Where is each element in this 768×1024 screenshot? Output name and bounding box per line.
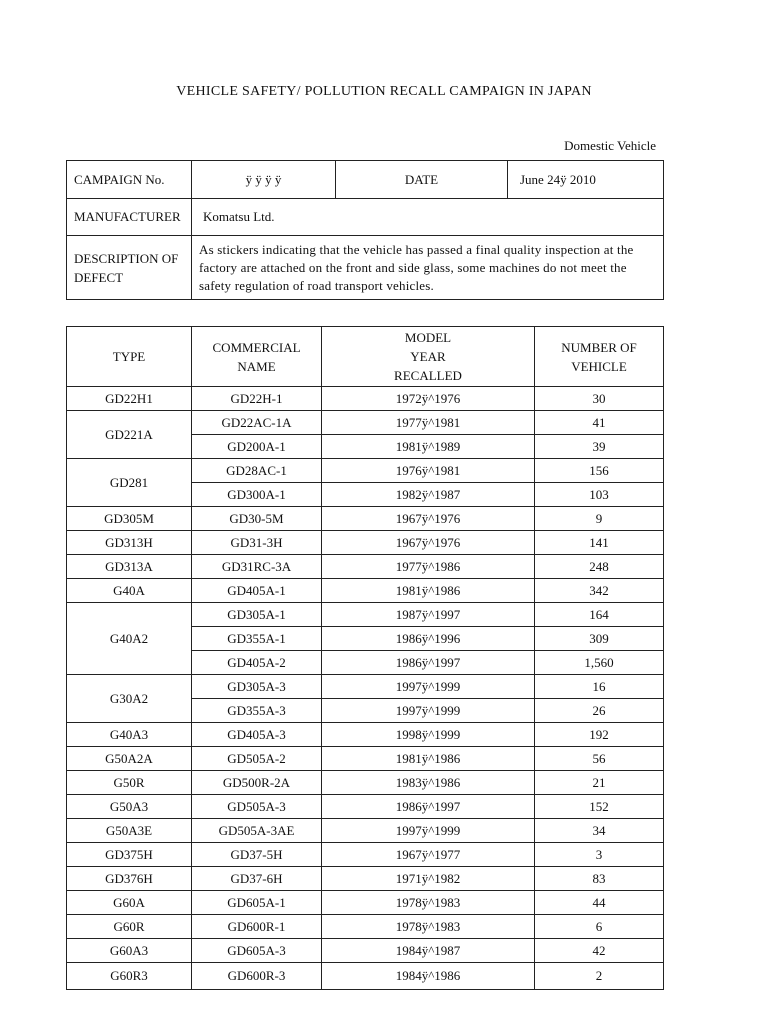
table-row — [67, 747, 664, 771]
commercial-name-cell: GD355A-3 — [192, 699, 322, 723]
type-cell: GD313A — [67, 555, 192, 579]
vehicle-count-cell: 141 — [535, 531, 664, 555]
model-year-cell: 1977ÿ^1986 — [322, 555, 535, 579]
vehicle-count-cell: 9 — [535, 507, 664, 531]
table-row — [67, 963, 664, 990]
header-vehicle-count — [535, 327, 664, 387]
commercial-name-cell: GD37-6H — [192, 867, 322, 891]
commercial-name-cell: GD300A-1 — [192, 483, 322, 507]
commercial-name-cell: GD505A-2 — [192, 747, 322, 771]
vehicle-count-cell: 39 — [535, 435, 664, 459]
table-row — [67, 411, 664, 435]
header-model-line-2: YEAR — [410, 349, 446, 364]
description-label-line-2: DEFECT — [74, 269, 124, 285]
model-year-cell: 1987ÿ^1997 — [322, 603, 535, 627]
type-cell: G60R3 — [67, 963, 192, 990]
type-cell: G30A2 — [67, 675, 192, 723]
table-row — [67, 579, 664, 603]
model-year-cell: 1997ÿ^1999 — [322, 819, 535, 843]
model-year-cell: 1967ÿ^1976 — [322, 531, 535, 555]
table-row — [67, 387, 664, 411]
model-year-cell: 1972ÿ^1976 — [322, 387, 535, 411]
header-model-line-3: RECALLED — [394, 368, 462, 383]
commercial-name-cell: GD37-5H — [192, 843, 322, 867]
type-cell: G60A — [67, 891, 192, 915]
model-year-cell: 1983ÿ^1986 — [322, 771, 535, 795]
model-year-cell: 1978ÿ^1983 — [322, 891, 535, 915]
commercial-name-cell: GD600R-3 — [192, 963, 322, 990]
vehicle-count-cell: 41 — [535, 411, 664, 435]
type-cell: G50A3 — [67, 795, 192, 819]
model-year-cell: 1978ÿ^1983 — [322, 915, 535, 939]
model-year-cell: 1967ÿ^1977 — [322, 843, 535, 867]
table-row — [67, 459, 664, 483]
table-row — [67, 507, 664, 531]
commercial-name-cell: GD22AC-1A — [192, 411, 322, 435]
vehicle-count-cell: 30 — [535, 387, 664, 411]
vehicle-count-cell: 42 — [535, 939, 664, 963]
model-year-cell: 1976ÿ^1981 — [322, 459, 535, 483]
table-row — [67, 891, 664, 915]
header-number-line-1: NUMBER OF — [561, 339, 637, 355]
campaign-number-value: ÿ ÿ ÿ ÿ — [192, 161, 336, 199]
model-year-cell: 1986ÿ^1997 — [322, 651, 535, 675]
model-year-cell: 1982ÿ^1987 — [322, 483, 535, 507]
commercial-name-cell: GD405A-3 — [192, 723, 322, 747]
commercial-name-cell: GD600R-1 — [192, 915, 322, 939]
type-cell: G40A3 — [67, 723, 192, 747]
commercial-name-cell: GD305A-3 — [192, 675, 322, 699]
table-row — [67, 555, 664, 579]
vehicle-count-cell: 3 — [535, 843, 664, 867]
type-cell: GD22H1 — [67, 387, 192, 411]
commercial-name-cell: GD31RC-3A — [192, 555, 322, 579]
page-title: VEHICLE SAFETY/ POLLUTION RECALL CAMPAIGN IN JAPAN — [176, 84, 592, 99]
vehicle-count-cell: 192 — [535, 723, 664, 747]
type-cell: G40A — [67, 579, 192, 603]
vehicle-count-cell: 342 — [535, 579, 664, 603]
commercial-name-cell: GD30-5M — [192, 507, 322, 531]
table-row — [67, 675, 664, 699]
model-year-cell: 1998ÿ^1999 — [322, 723, 535, 747]
model-year-cell: 1997ÿ^1999 — [322, 699, 535, 723]
vehicle-count-cell: 309 — [535, 627, 664, 651]
type-cell: G60R — [67, 915, 192, 939]
type-cell: GD313H — [67, 531, 192, 555]
vehicle-count-cell: 1,560 — [535, 651, 664, 675]
type-cell: GD376H — [67, 867, 192, 891]
table-row — [67, 915, 664, 939]
model-year-cell: 1971ÿ^1982 — [322, 867, 535, 891]
campaign-number-label: CAMPAIGN No. — [67, 161, 192, 199]
table-row — [67, 531, 664, 555]
vehicle-count-cell: 44 — [535, 891, 664, 915]
manufacturer-row — [67, 199, 664, 236]
manufacturer-value: Komatsu Ltd. — [192, 199, 664, 236]
commercial-name-cell: GD405A-1 — [192, 579, 322, 603]
vehicle-count-cell: 16 — [535, 675, 664, 699]
header-type: TYPE — [67, 327, 192, 387]
vehicle-count-cell: 21 — [535, 771, 664, 795]
vehicle-count-cell: 103 — [535, 483, 664, 507]
commercial-name-cell: GD28AC-1 — [192, 459, 322, 483]
table-row — [67, 819, 664, 843]
campaign-row — [67, 161, 664, 199]
type-cell: GD305M — [67, 507, 192, 531]
type-cell: G50A3E — [67, 819, 192, 843]
table-row — [67, 723, 664, 747]
commercial-name-cell: GD500R-2A — [192, 771, 322, 795]
table-header-row — [67, 327, 664, 387]
vehicle-count-cell: 34 — [535, 819, 664, 843]
recall-vehicle-table — [66, 326, 664, 990]
type-cell: GD375H — [67, 843, 192, 867]
date-value: June 24ÿ 2010 — [508, 161, 664, 199]
vehicle-count-cell: 83 — [535, 867, 664, 891]
commercial-name-cell: GD31-3H — [192, 531, 322, 555]
vehicle-count-cell: 2 — [535, 963, 664, 990]
commercial-name-cell: GD355A-1 — [192, 627, 322, 651]
vehicle-count-cell: 6 — [535, 915, 664, 939]
vehicle-count-cell: 248 — [535, 555, 664, 579]
commercial-name-cell: GD605A-3 — [192, 939, 322, 963]
type-cell: G60A3 — [67, 939, 192, 963]
type-cell: GD221A — [67, 411, 192, 459]
model-year-cell: 1984ÿ^1987 — [322, 939, 535, 963]
header-model-year — [322, 327, 535, 387]
table-row — [67, 867, 664, 891]
commercial-name-cell: GD305A-1 — [192, 603, 322, 627]
commercial-name-cell: GD200A-1 — [192, 435, 322, 459]
type-cell: G40A2 — [67, 603, 192, 675]
table-row — [67, 771, 664, 795]
type-cell: G50R — [67, 771, 192, 795]
defect-description: As stickers indicating that the vehicle has passed a final quality inspection at the factory are attached on the front and side glass, some machines do not meet the safety regulation of road transport vehicles. — [192, 236, 664, 300]
header-commercial-line-2: NAME — [237, 358, 276, 374]
table-row — [67, 795, 664, 819]
model-year-cell: 1977ÿ^1981 — [322, 411, 535, 435]
header-commercial-line-1: COMMERCIAL — [212, 339, 301, 355]
model-year-cell: 1986ÿ^1996 — [322, 627, 535, 651]
commercial-name-cell: GD22H-1 — [192, 387, 322, 411]
vehicle-count-cell: 26 — [535, 699, 664, 723]
table-row — [67, 843, 664, 867]
table-row — [67, 603, 664, 627]
table-row — [67, 939, 664, 963]
date-label: DATE — [336, 161, 508, 199]
commercial-name-cell: GD505A-3 — [192, 795, 322, 819]
commercial-name-cell: GD505A-3AE — [192, 819, 322, 843]
model-year-cell: 1981ÿ^1986 — [322, 579, 535, 603]
model-year-cell: 1981ÿ^1989 — [322, 435, 535, 459]
vehicle-count-cell: 56 — [535, 747, 664, 771]
commercial-name-cell: GD605A-1 — [192, 891, 322, 915]
type-cell: G50A2A — [67, 747, 192, 771]
document-subtitle: Domestic Vehicle — [564, 138, 656, 153]
description-label-line-1: DESCRIPTION OF — [74, 250, 179, 266]
header-commercial-name — [192, 327, 322, 387]
model-year-cell: 1984ÿ^1986 — [322, 963, 535, 990]
type-cell: GD281 — [67, 459, 192, 507]
description-row — [67, 236, 664, 300]
header-model-line-1: MODEL — [404, 330, 452, 345]
model-year-cell: 1986ÿ^1997 — [322, 795, 535, 819]
model-year-cell: 1997ÿ^1999 — [322, 675, 535, 699]
model-year-cell: 1981ÿ^1986 — [322, 747, 535, 771]
commercial-name-cell: GD405A-2 — [192, 651, 322, 675]
header-number-line-2: VEHICLE — [571, 358, 627, 374]
description-label — [67, 236, 192, 300]
vehicle-count-cell: 152 — [535, 795, 664, 819]
vehicle-count-cell: 156 — [535, 459, 664, 483]
model-year-cell: 1967ÿ^1976 — [322, 507, 535, 531]
vehicle-count-cell: 164 — [535, 603, 664, 627]
table-body — [67, 387, 664, 990]
campaign-info-table — [66, 160, 664, 300]
manufacturer-label: MANUFACTURER — [67, 199, 192, 236]
